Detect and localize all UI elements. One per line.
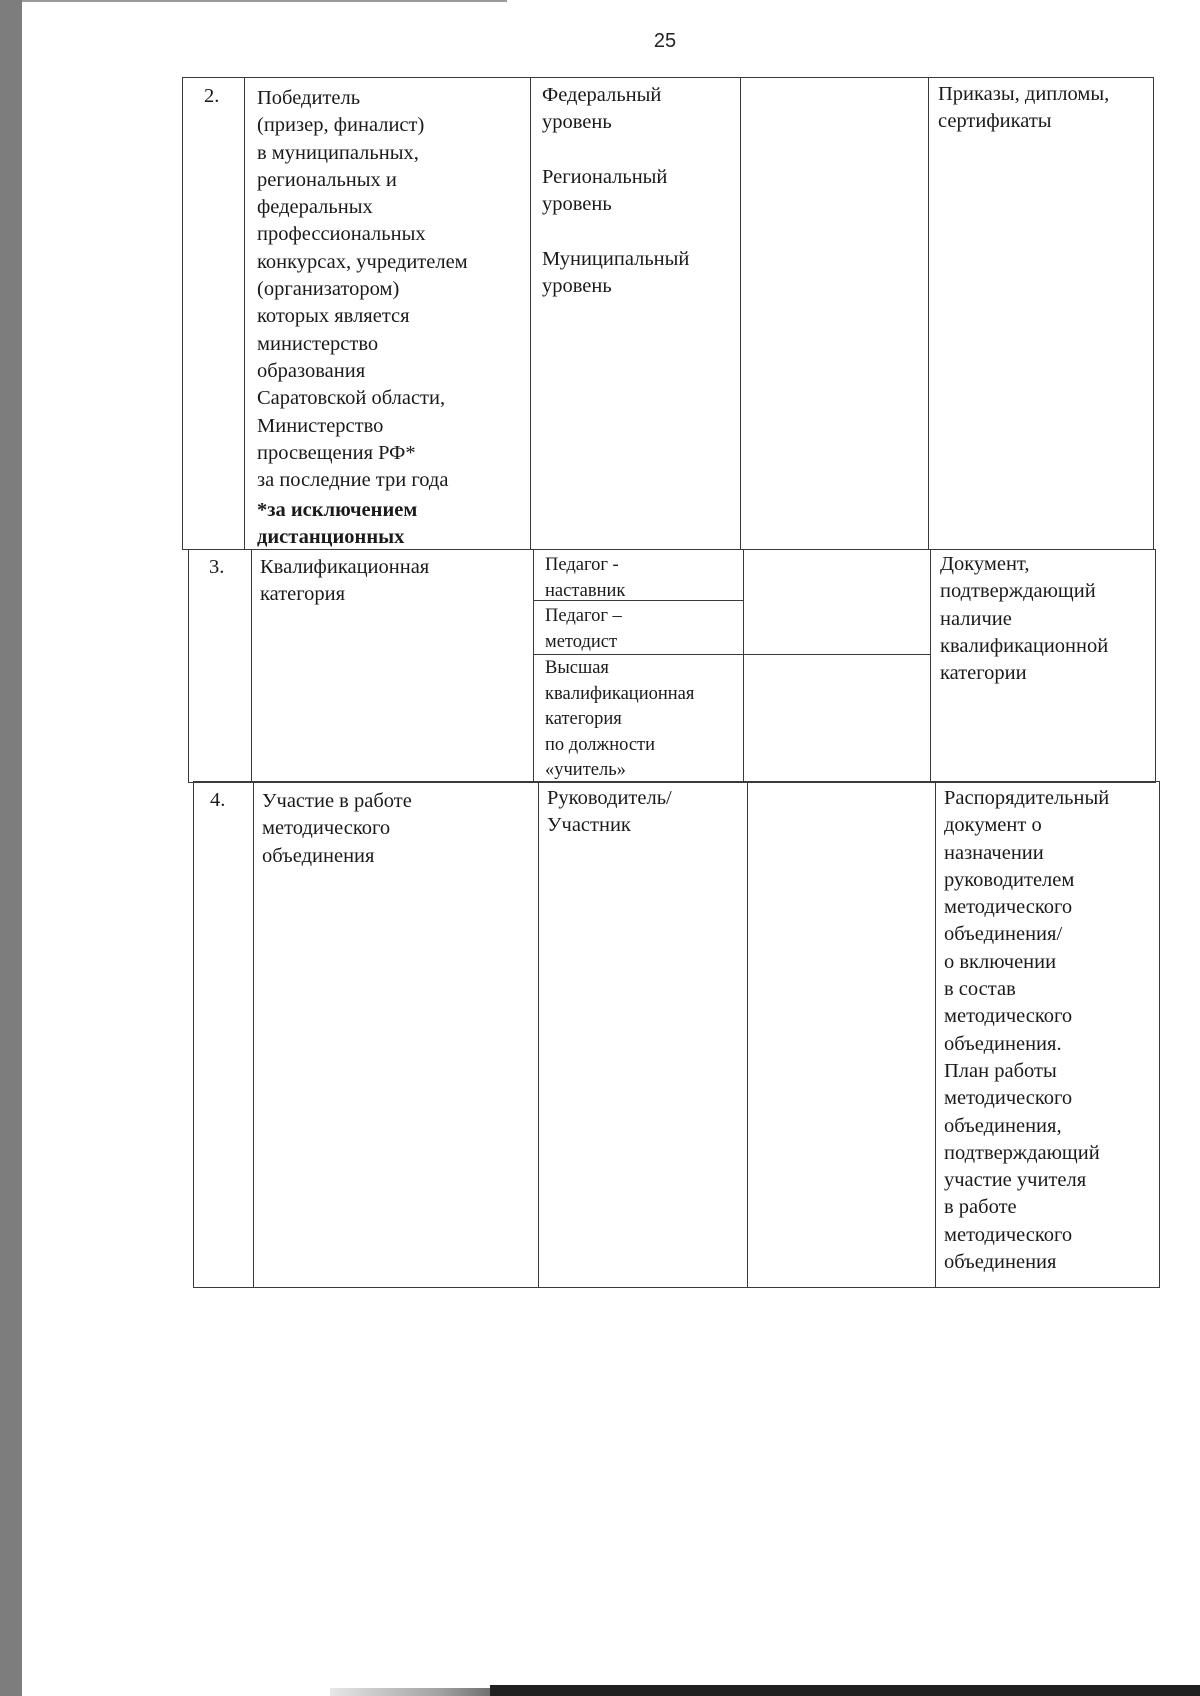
level-highest-category: Высшая квалификационная категория по должности «учитель»	[545, 658, 695, 780]
row-number: 2.	[204, 85, 220, 107]
documents-text: Документ, подтверждающий наличие квалификационной категории	[940, 553, 1109, 685]
scan-bottom-edge	[490, 1685, 1200, 1696]
level-methodist: Педагог – методист	[545, 606, 622, 652]
criterion-text: Квалификационная категория	[260, 556, 430, 606]
level-mentor: Педагог - наставник	[545, 555, 626, 601]
level-regional: Региональный уровень	[542, 166, 668, 216]
row-number: 3.	[209, 556, 225, 578]
level-municipal: Муниципальный уровень	[542, 248, 690, 298]
level-federal: Федеральный уровень	[542, 84, 662, 134]
page-number: 25	[653, 30, 677, 52]
criterion-note: *за исключением дистанционных	[257, 499, 418, 549]
criterion-text: Победитель (призер, финалист) в муниципальных, региональных и федеральных профессиональных конкурсах, учредителем (организатором) которых является министерство образования Саратовской области, Министерство просвещения РФ* за последние три года	[257, 87, 468, 492]
documents-text: Распорядительный документ о назначении руководителем методического объединения/ о включении в состав методического объединения. План работы методического объединения, подтверждающий участие учителя в работе методического объединения	[944, 787, 1110, 1274]
scan-left-edge	[0, 0, 22, 1696]
criterion-text: Участие в работе методического объединения	[262, 790, 412, 867]
level-role: Руководитель/ Участник	[547, 787, 672, 837]
row-number: 4.	[210, 789, 226, 811]
scan-bottom-gradient	[330, 1688, 490, 1696]
scan-top-edge	[22, 0, 507, 2]
documents-text: Приказы, дипломы, сертификаты	[938, 83, 1110, 133]
